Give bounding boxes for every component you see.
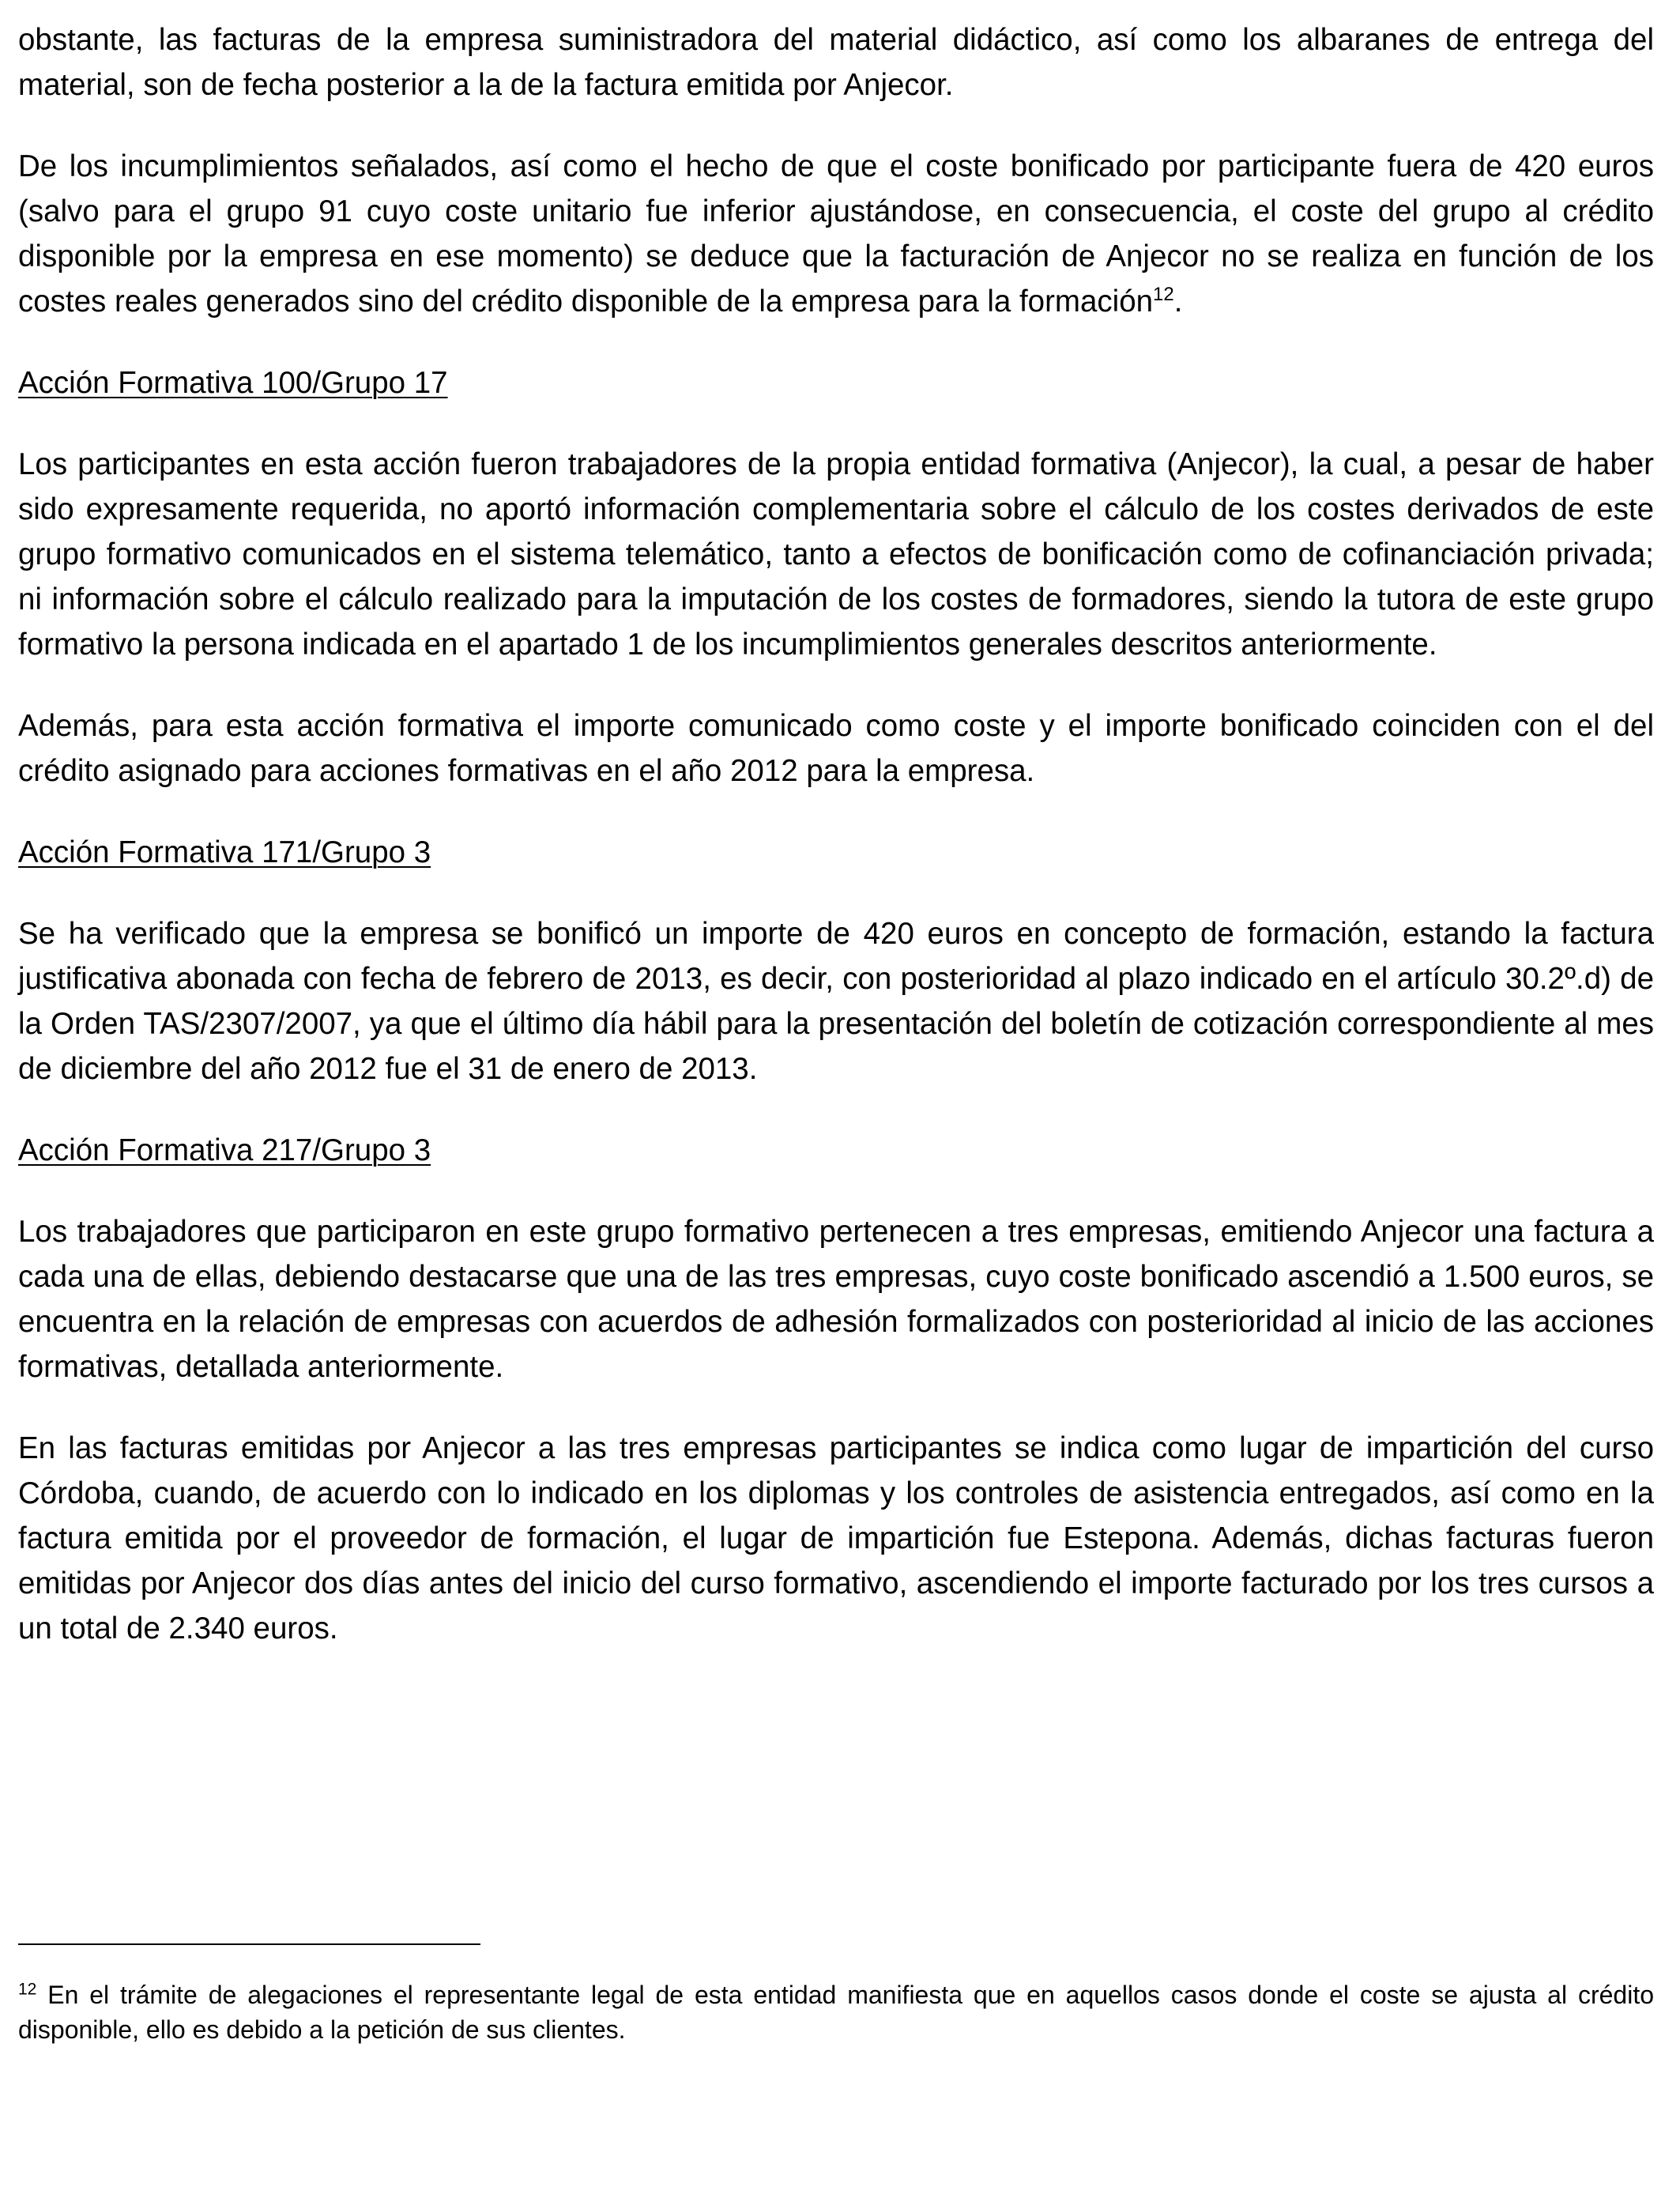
footnote-separator bbox=[18, 1943, 480, 1945]
paragraph-3 bbox=[18, 442, 1654, 667]
paragraph-4-text: Además, para esta acción formativa el importe comunicado como coste y el importe bonificado coinciden con el del crédito asignado para acciones formativas en el año 2012 para la empresa. bbox=[18, 709, 1654, 788]
paragraph-5-text: Se ha verificado que la empresa se bonificó un importe de 420 euros en concepto de formación, estando la factura justificativa abonada con fecha de febrero de 2013, es decir, con posterioridad al plazo indicado en el artículo 30.2º.d) de la Orden TAS/2307/2007, ya que el último día hábil para la presentación del boletín de cotización correspondiente al mes de diciembre del año 2012 fue el 31 de enero de 2013. bbox=[18, 917, 1654, 1086]
paragraph-1-text: obstante, las facturas de la empresa suministradora del material didáctico, así como los albaranes de entrega del material, son de fecha posterior a la de la factura emitida por Anjecor. bbox=[18, 23, 1654, 102]
paragraph-2 bbox=[18, 144, 1654, 324]
paragraph-6 bbox=[18, 1209, 1654, 1389]
paragraph-1 bbox=[18, 17, 1654, 107]
paragraph-5 bbox=[18, 911, 1654, 1091]
footnote-number: 12 bbox=[18, 1980, 37, 1999]
paragraph-2-tail: . bbox=[1173, 285, 1183, 319]
paragraph-4 bbox=[18, 703, 1654, 794]
section-heading-accion-171: Acción Formativa 171/Grupo 3 bbox=[18, 835, 431, 869]
paragraph-7 bbox=[18, 1426, 1654, 1651]
paragraph-7-text: En las facturas emitidas por Anjecor a las tres empresas participantes se indica como lugar de impartición del curso Córdoba, cuando, de acuerdo con lo indicado en los diplomas y los controles de asistencia entregados, así como en la factura emitida por el proveedor de formación, el lugar de impartición fue Estepona. Además, dichas facturas fueron emitidas por Anjecor dos días antes del inicio del curso formativo, ascendiendo el importe facturado por los tres cursos a un total de 2.340 euros. bbox=[18, 1431, 1654, 1646]
footnote bbox=[18, 1977, 1654, 2047]
paragraph-3-text: Los participantes en esta acción fueron trabajadores de la propia entidad formativa (Anjecor), la cual, a pesar de haber sido expresamente requerida, no aportó información complementaria sobre el cálculo de los costes derivados de este grupo formativo comunicados en el sistema telemático, tanto a efectos de bonificación como de cofinanciación privada; ni información sobre el cálculo realizado para la imputación de los costes de formadores, siendo la tutora de este grupo formativo la persona indicada en el apartado 1 de los incumplimientos generales descritos anteriormente. bbox=[18, 447, 1654, 662]
document-body bbox=[18, 17, 1654, 1687]
paragraph-6-text: Los trabajadores que participaron en este grupo formativo pertenecen a tres empresas, emitiendo Anjecor una factura a cada una de ellas, debiendo destacarse que una de las tres empresas, cuyo coste bonificado ascendió a 1.500 euros, se encuentra en la relación de empresas con acuerdos de adhesión formalizados con posterioridad al inicio de las acciones formativas, detallada anteriormente. bbox=[18, 1215, 1654, 1384]
paragraph-2-text: De los incumplimientos señalados, así como el hecho de que el coste bonificado por participante fuera de 420 euros (salvo para el grupo 91 cuyo coste unitario fue inferior ajustándose, en consecuencia, el coste del grupo al crédito disponible por la empresa en ese momento) se deduce que la facturación de Anjecor no se realiza en función de los costes reales generados sino del crédito disponible de la empresa para la formación bbox=[18, 149, 1654, 319]
footnote-reference[interactable]: 12 bbox=[1153, 284, 1174, 306]
section-heading-accion-217: Acción Formativa 217/Grupo 3 bbox=[18, 1133, 431, 1167]
section-heading-accion-100: Acción Formativa 100/Grupo 17 bbox=[18, 366, 448, 400]
footnote-text: En el trámite de alegaciones el representante legal de esta entidad manifiesta que en aquellos casos donde el coste se ajusta al crédito disponible, ello es debido a la petición de sus clientes. bbox=[18, 1981, 1654, 2044]
